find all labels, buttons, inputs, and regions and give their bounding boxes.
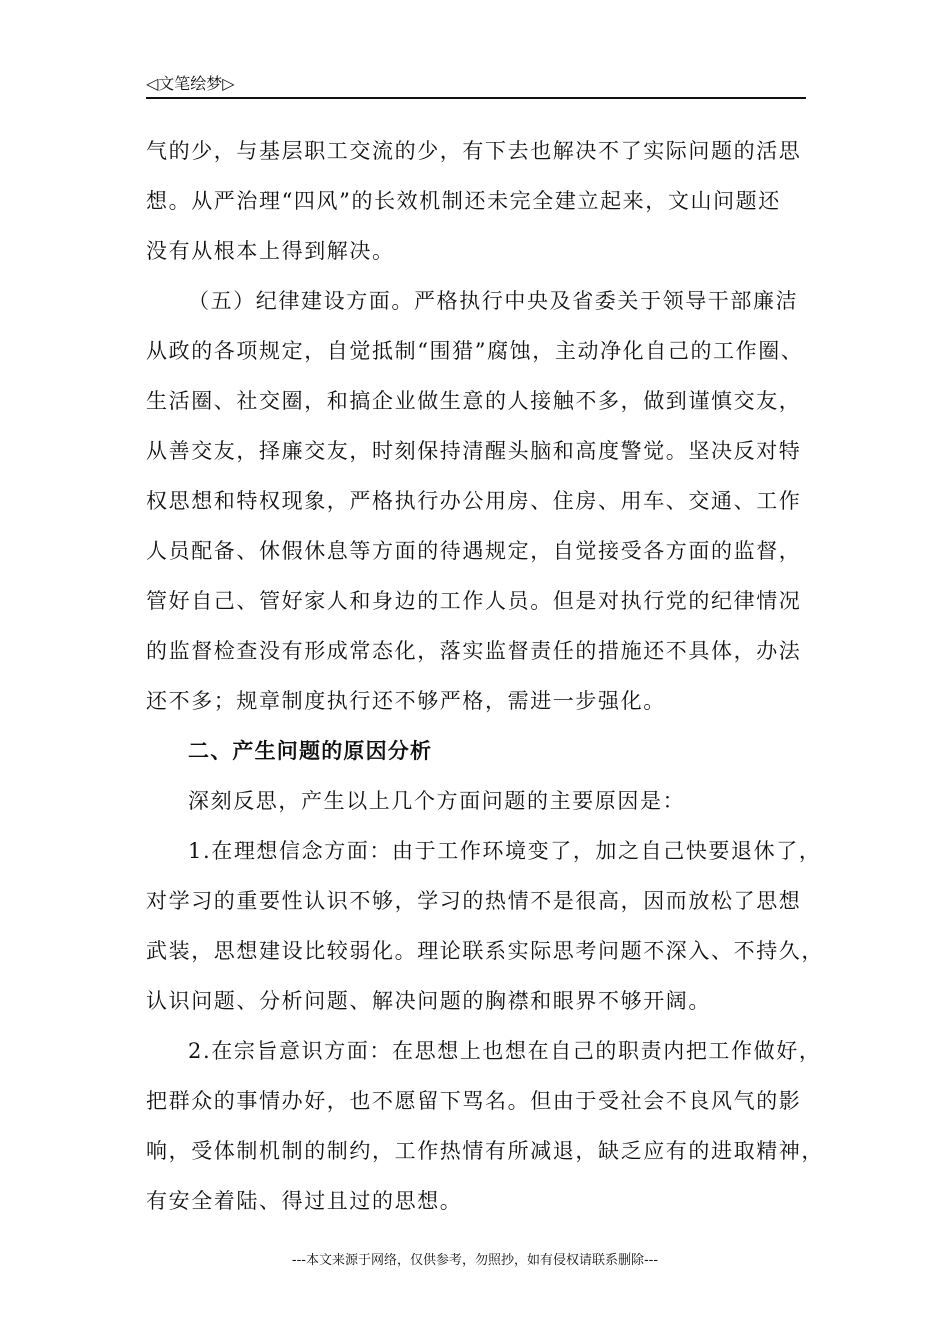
paragraph-start-line: （五）纪律建设方面。严格执行中央及省委关于领导干部廉洁: [188, 289, 799, 313]
body-line: 响，受体制机制的制约，工作热情有所减退，缺乏应有的进取精神，: [146, 1139, 824, 1163]
body-line: 气的少，与基层职工交流的少，有下去也解决不了实际问题的活思: [146, 139, 802, 163]
body-line: 对学习的重要性认识不够，学习的热情不是很高，因而放松了思想: [146, 889, 802, 913]
header-title: ◁文笔绘梦▷: [146, 74, 235, 93]
body-line: 权思想和特权现象，严格执行办公用房、住房、用车、交通、工作: [146, 489, 802, 513]
body-line: 的监督检查没有形成常态化，落实监督责任的措施还不具体，办法: [146, 639, 802, 663]
body-line: 有安全着陆、得过且过的思想。: [146, 1189, 463, 1213]
body-line: 从善交友，择廉交友，时刻保持清醒头脑和高度警觉。坚决反对特: [146, 439, 802, 463]
paragraph-start-line: 1.在理想信念方面：由于工作环境变了，加之自己快要退休了，: [188, 839, 822, 863]
footer-disclaimer: ---本文来源于网络，仅供参考，勿照抄，如有侵权请联系删除---: [291, 1253, 659, 1268]
body-line: 还不多；规章制度执行还不够严格，需进一步强化。: [146, 689, 666, 713]
body-line: 武装，思想建设比较弱化。理论联系实际思考问题不深入、不持久，: [146, 939, 824, 963]
body-line: 生活圈、社交圈，和搞企业做生意的人接触不多，做到谨慎交友，: [146, 389, 802, 413]
body-line: 把群众的事情办好，也不愿留下骂名。但由于受社会不良风气的影: [146, 1089, 802, 1113]
body-line: 管好自己、管好家人和身边的工作人员。但是对执行党的纪律情况: [146, 589, 802, 613]
body-line: 人员配备、休假休息等方面的待遇规定，自觉接受各方面的监督，: [146, 539, 802, 563]
body-line: 没有从根本上得到解决。: [146, 239, 395, 263]
body-line: 想。从严治理“四风”的长效机制还未完全建立起来，文山问题还: [146, 189, 781, 213]
header-divider: [146, 97, 806, 99]
body-line: 从政的各项规定，自觉抵制“围猎”腐蚀，主动净化自己的工作圈、: [146, 339, 804, 363]
section-heading: 二、产生问题的原因分析: [188, 739, 433, 763]
body-line: 认识问题、分析问题、解决问题的胸襟和眼界不够开阔。: [146, 989, 711, 1013]
paragraph-start-line: 深刻反思，产生以上几个方面问题的主要原因是：: [188, 789, 686, 813]
paragraph-start-line: 2.在宗旨意识方面：在思想上也想在自己的职责内把工作做好，: [188, 1039, 822, 1063]
